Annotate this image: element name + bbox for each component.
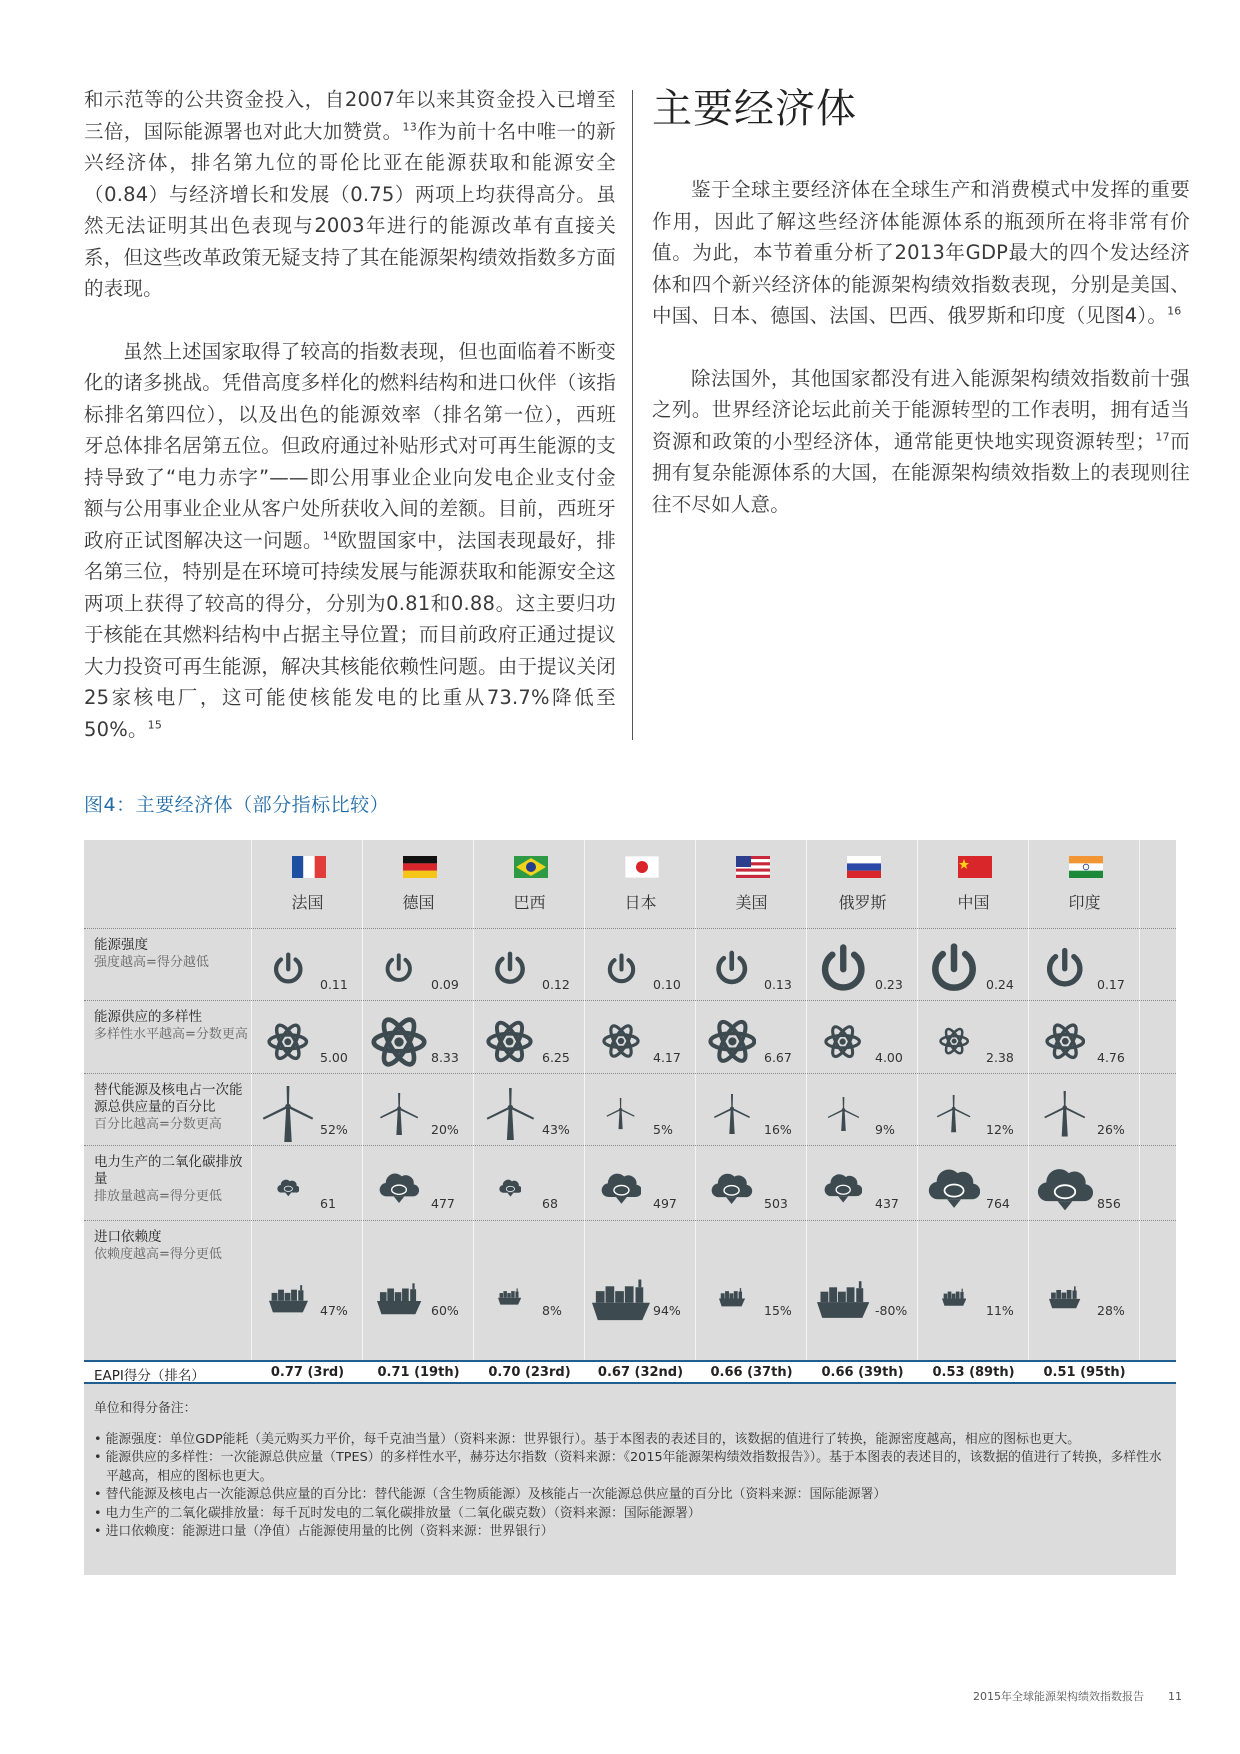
wind-turbine-icon [1042,1091,1087,1136]
indicator-cell [363,929,474,1001]
notes-list [94,1431,1164,1542]
indicator-cell [807,1221,918,1361]
power-icon [491,950,529,988]
indicator-value: 6.67 [764,1049,792,1065]
wind-turbine-icon [484,1088,537,1141]
indicator-cell [696,1074,807,1146]
note-item: • 替代能源及核电占一次能源总供应量的百分比：替代能源（含生物质能源）及核能占一次能源总供应量的百分比（资料来源：国际能源署） [94,1487,887,1502]
power-icon [926,941,982,997]
column-divider [632,90,633,740]
indicator-cell [474,1146,585,1221]
indicator-label [94,1082,254,1133]
country-name: 巴西 [513,893,546,912]
indicator-cell [918,1001,1029,1074]
germany-flag [403,856,437,878]
atom-icon [708,1017,757,1066]
eapi-score: 0.51 (95th) [1043,1365,1126,1380]
figure-title: 图4：主要经济体（部分指标比较） [84,794,390,816]
atom-icon [602,1022,640,1060]
indicator-value: 0.12 [542,977,570,992]
cargo-ship-icon [942,1283,966,1307]
indicator-value: 47% [320,1303,348,1318]
russia-flag [847,856,881,878]
indicator-cell [696,1221,807,1361]
indicator-cell [252,1221,363,1361]
atom-icon [939,1026,969,1056]
japan-flag [625,856,659,878]
france-flag [292,856,326,878]
wind-turbine-icon [712,1094,752,1134]
indicator-value: 4.00 [875,1049,903,1065]
indicator-value: 68 [542,1195,558,1211]
country-column-header [474,840,585,928]
indicator-value: -80% [875,1303,908,1318]
indicator-value: 94% [653,1303,681,1318]
eapi-score: 0.77 (3rd) [270,1365,345,1380]
indicator-value: 764 [986,1195,1010,1211]
country-name: 法国 [291,893,324,912]
indicator-value: 60% [431,1303,459,1318]
co2-cloud-icon [711,1167,752,1208]
indicator-cell [585,929,696,1001]
co2-cloud-icon [601,1167,642,1208]
cargo-ship-icon [817,1269,869,1321]
indicator-value: 0.17 [1097,977,1125,992]
indicator-value: 16% [764,1122,792,1137]
note-item: • 能源供应的多样性：一次能源总供应量（TPES）的多样性水平，赫芬达尔指数（资料来源：《2015年能源架构绩效指数报告》）。基于本图表的表述目的，该数据的值进行了转换，多样性水平越高，相应的图标也更大。 [94,1450,1162,1484]
eapi-score-row [84,1360,1176,1384]
indicator-title: 替代能源及核电占一次能源总供应量的百分比 [94,1082,243,1115]
paragraph: 和示范等的公共资金投入，自2007年以来其资金投入已增至三倍，国际能源署也对此大加赞赏。$^{13}$作为前十名中唯一的新兴经济体，排名第九位的哥伦比亚在能源获取和能源安全（0.84）与经济增长和发展（0.75）两项上均获得高分。虽然无法证明其出色表现与2003年进行的能源改革有直接关系，但这些改革政策无疑支持了其在能源架构绩效指数多方面的表现。 [84,88,616,300]
indicator-value: 0.23 [875,977,903,992]
atom-icon [486,1018,533,1065]
india-flag [1069,856,1103,878]
indicator-value: 4.76 [1097,1049,1125,1065]
country-column-header [585,840,696,928]
co2-cloud-icon [928,1161,980,1213]
paragraph: 鉴于全球主要经济体在全球生产和消费模式中发挥的重要作用，因此了解这些经济体能源体系的瓶颈所在将非常有价值。为此，本节着重分析了2013年GDP最大的四个发达经济体和四个新兴经济体的能源架构绩效指数表现，分别是美国、中国、日本、德国、法国、巴西、俄罗斯和印度（见图4）。$^{16}$ [652,178,1190,327]
indicator-value: 437 [875,1195,899,1211]
wind-turbine-icon [935,1095,972,1132]
indicator-row [84,1220,1176,1360]
power-icon [604,952,639,987]
indicator-cell [474,929,585,1001]
indicator-row [84,1073,1176,1145]
indicator-value: 5.00 [320,1049,348,1065]
indicator-cell [252,929,363,1001]
indicator-cell [474,1221,585,1361]
indicator-cell [696,1001,807,1074]
indicator-cell [807,1001,918,1074]
indicator-row [84,1145,1176,1220]
wind-turbine-icon [826,1097,861,1132]
indicator-value: 8% [542,1303,562,1318]
indicator-cell [474,1074,585,1146]
indicator-note: 依赖度越高=得分更低 [94,1247,222,1262]
indicator-note: 排放量越高=得分更低 [94,1189,222,1204]
indicator-cell [918,929,1029,1001]
atom-icon [1045,1021,1086,1062]
indicator-cell [363,1074,474,1146]
cargo-ship-icon [719,1282,745,1308]
brazil-flag [514,856,548,878]
figure-panel [84,840,1176,1575]
indicator-cell [585,1221,696,1361]
indicator-note: 强度越高=得分越低 [94,955,209,970]
indicator-cell [807,1146,918,1221]
country-header-row [84,840,1176,928]
indicator-value: 43% [542,1122,570,1137]
indicator-value: 20% [431,1122,459,1137]
indicator-label [94,937,254,971]
usa-flag [736,856,770,878]
indicator-cell [363,1001,474,1074]
atom-icon [267,1021,309,1063]
page-footer [973,1688,1182,1704]
indicator-cell [1029,1074,1140,1146]
country-name: 印度 [1068,893,1101,912]
indicator-value: 503 [764,1195,788,1211]
indicator-cell [1029,1001,1140,1074]
country-column-header [918,840,1029,928]
atom-icon [371,1014,427,1070]
country-column-header [363,840,474,928]
indicator-value: 9% [875,1122,895,1137]
indicator-value: 0.11 [320,977,348,992]
cargo-ship-icon [498,1283,521,1306]
co2-cloud-icon [1037,1160,1093,1216]
indicator-cell [363,1146,474,1221]
indicator-cell [696,929,807,1001]
indicator-value: 497 [653,1195,677,1211]
indicator-row [84,928,1176,1000]
indicator-cell [585,1001,696,1074]
country-column-header [807,840,918,928]
co2-cloud-icon [824,1168,862,1206]
country-name: 中国 [957,893,990,912]
indicator-value: 61 [320,1195,336,1211]
wind-turbine-icon [605,1098,636,1129]
indicator-cell [807,929,918,1001]
indicator-cell [252,1146,363,1221]
indicator-title: 能源供应的多样性 [94,1009,202,1025]
report-name: 2015年全球能源架构绩效指数报告 [973,1690,1144,1703]
wind-turbine-icon [378,1093,420,1135]
indicator-title: 进口依赖度 [94,1229,162,1245]
power-icon [382,952,416,986]
eapi-label: EAPI得分（排名） [94,1368,205,1384]
country-name: 俄罗斯 [838,893,887,912]
paragraph: 除法国外，其他国家都没有进入能源架构绩效指数前十强之列。世界经济论坛此前关于能源转型的工作表明，拥有适当资源和政策的小型经济体，通常能更快地实现资源转型；$^{17}$而拥有复杂能源体系的大国，在能源架构绩效指数上的表现则往往不尽如人意。 [652,366,1190,516]
cargo-ship-icon [269,1276,308,1315]
eapi-score: 0.66 (37th) [710,1365,793,1380]
right-column [652,84,1190,551]
indicator-value: 0.13 [764,977,792,992]
indicator-value: 2.38 [986,1049,1014,1065]
eapi-score: 0.70 (23rd) [488,1365,571,1380]
indicator-cell [1029,1221,1140,1361]
indicator-value: 856 [1097,1195,1121,1211]
indicator-title: 能源强度 [94,937,148,953]
indicator-value: 12% [986,1122,1014,1137]
cargo-ship-icon [1049,1279,1080,1310]
note-item: • 电力生产的二氧化碳排放量：每千瓦时发电的二氧化碳排放量（二氧化碳克数）（资料来源：国际能源署） [94,1505,701,1521]
indicator-label [94,1154,254,1205]
country-name: 德国 [402,893,435,912]
power-icon [270,951,307,988]
indicator-value: 15% [764,1303,792,1318]
indicator-value: 52% [320,1122,348,1137]
indicator-value: 0.10 [653,977,681,992]
indicator-value: 0.09 [431,977,459,992]
power-icon [712,949,752,989]
indicator-cell [696,1146,807,1221]
eapi-score: 0.53 (89th) [932,1365,1015,1380]
indicator-value: 477 [431,1195,455,1211]
indicator-cell [918,1221,1029,1361]
indicator-cell [585,1146,696,1221]
country-column-header [252,840,363,928]
eapi-score: 0.67 (32nd) [597,1365,684,1380]
indicator-value: 4.17 [653,1049,681,1065]
cargo-ship-icon [377,1273,421,1317]
indicator-value: 8.33 [431,1049,459,1065]
indicator-value: 11% [986,1303,1014,1318]
indicator-title: 电力生产的二氧化碳排放量 [94,1154,243,1187]
indicator-cell [252,1001,363,1074]
figure-notes [94,1400,1164,1542]
eapi-score: 0.66 (39th) [821,1365,904,1380]
indicator-label [94,1229,254,1263]
indicator-cell [1029,1146,1140,1221]
indicator-value: 5% [653,1122,673,1137]
indicator-cell [807,1074,918,1146]
note-item: • 能源强度：单位GDP能耗（美元购买力平价，每千克油当量）（资料来源：世界银行）。基于本图表的表述目的，该数据的值进行了转换，能源密度越高，相应的图标也更大。 [94,1431,1081,1447]
indicator-cell [585,1074,696,1146]
indicator-label [94,1009,254,1043]
co2-cloud-icon [379,1167,419,1207]
china-flag [958,856,992,878]
indicator-cell [363,1221,474,1361]
indicator-value: 0.24 [986,977,1014,992]
left-column [84,84,616,776]
country-column-header [1029,840,1140,928]
eapi-score: 0.71 (19th) [377,1365,460,1380]
page-number: 11 [1168,1690,1182,1703]
indicator-row [84,1000,1176,1073]
wind-turbine-icon [260,1086,316,1142]
section-title: 主要经济体 [652,86,857,132]
notes-title: 单位和得分备注： [94,1401,197,1416]
atom-icon [824,1023,861,1060]
cargo-ship-icon [592,1266,650,1324]
indicator-note: 百分比越高=分数更高 [94,1117,222,1132]
indicator-cell [252,1074,363,1146]
country-column-header [696,840,807,928]
indicator-cell [918,1074,1029,1146]
indicator-value: 26% [1097,1122,1125,1137]
indicator-note: 多样性水平越高=分数更高 [94,1027,248,1042]
indicator-cell [474,1001,585,1074]
power-icon [1042,946,1088,992]
co2-cloud-icon [499,1176,522,1199]
note-item: • 进口依赖度：能源进口量（净值）占能源使用量的比例（资料来源：世界银行） [94,1524,554,1539]
paragraph: 虽然上述国家取得了较高的指数表现，但也面临着不断变化的诸多挑战。凭借高度多样化的燃料结构和进口伙伴（该指标排名第四位），以及出色的能源效率（排名第一位），西班牙总体排名居第五位。但政府通过补贴形式对可再生能源的支持导致了“电力赤字”——即公用事业企业向发电企业支付金额与公用事业企业从客户处所获收入间的差额。目前，西班牙政府正试图解决这一问题。$^{14}$欧盟国家中，法国表现最好，排名第三位，特别是在环境可持续发展与能源获取和能源安全这两项上获得了较高的得分，分别为0.81和0.88。这主要归功于核能在其燃料结构中占据主导位置；而目前政府正通过提议大力投资可再生能源，解决其核能依赖性问题。由于提议关闭25家核电厂，这可能使核能发电的比重从73.7%降低至50%。$^{15}$ [84,339,616,741]
power-icon [816,942,871,997]
country-name: 日本 [624,893,657,912]
indicator-value: 6.25 [542,1049,570,1065]
indicator-cell [1029,929,1140,1001]
co2-cloud-icon [277,1176,300,1199]
indicator-cell [918,1146,1029,1221]
indicator-value: 28% [1097,1303,1125,1318]
country-name: 美国 [735,893,768,912]
